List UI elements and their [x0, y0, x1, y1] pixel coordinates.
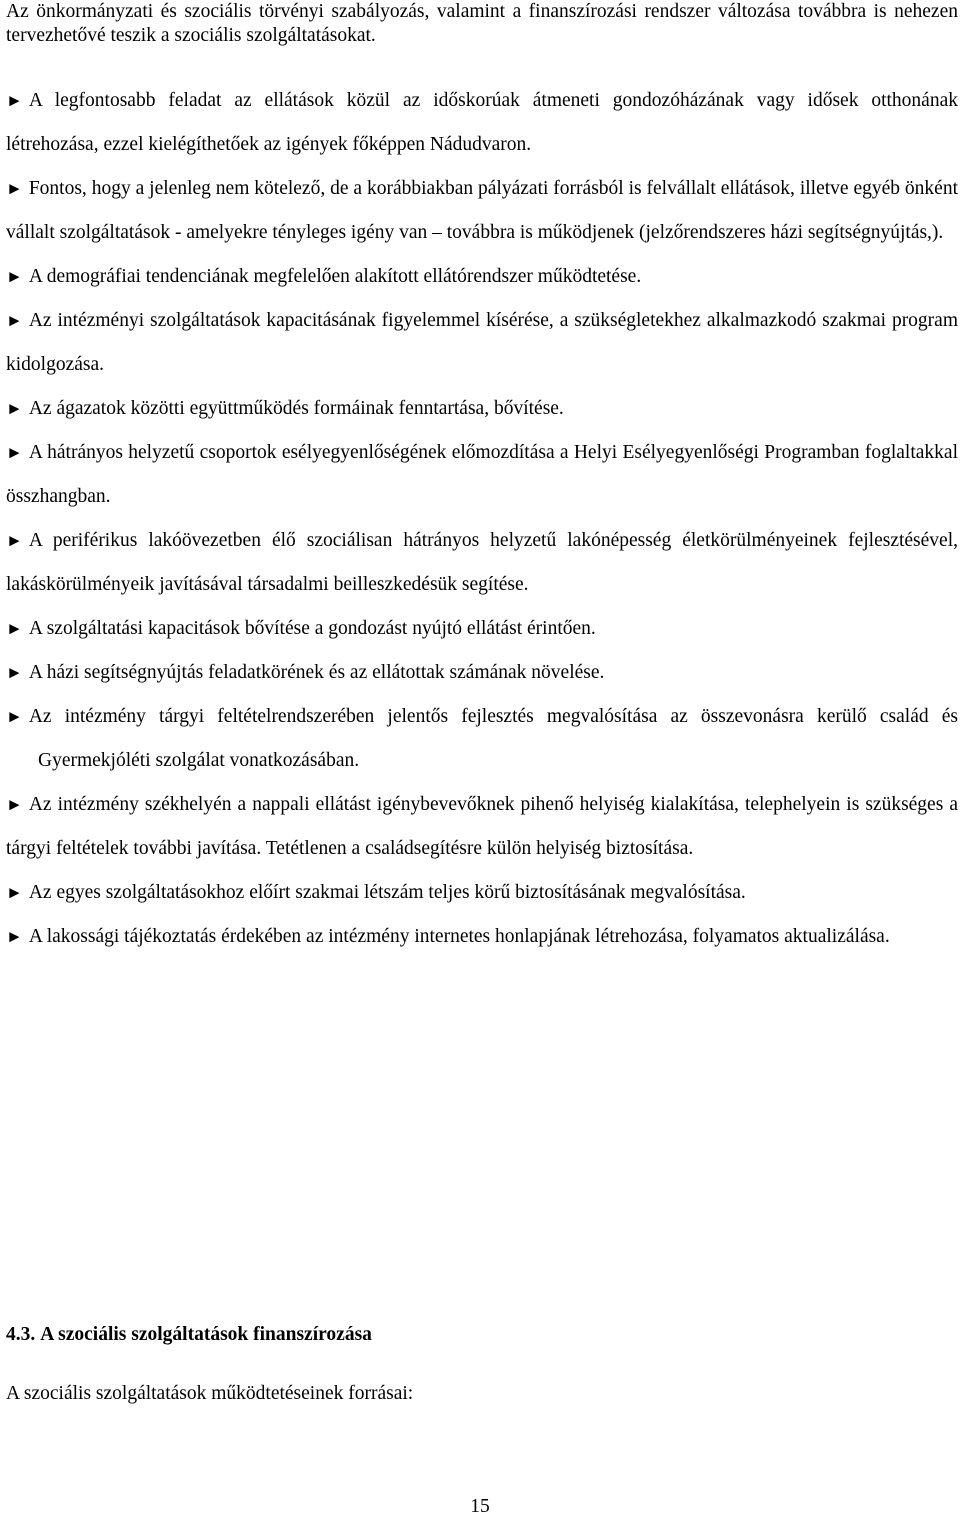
- arrow-bullet-icon: ►: [6, 707, 23, 726]
- arrow-bullet-icon: ►: [6, 267, 23, 286]
- list-item-text: Az intézmény székhelyén a nappali ellátást igénybevevőknek pihenő helyiség kialakítása, telephelyein is szükséges a tárgyi feltételek további javítása. Tetétlenen a családsegítésre külön helyiség biztosítása.: [6, 794, 958, 859]
- list-item-text: A periférikus lakóövezetben élő szociálisan hátrányos helyzetű lakónépesség életkörülményeinek fejlesztésével, lakáskörülményeik javításával társadalmi beilleszkedésük segítése.: [6, 530, 958, 595]
- list-item-text: A hátrányos helyzetű csoportok esélyegyenlőségének előmozdítása a Helyi Esélyegyenlőségi Programban foglaltakkal összhangban.: [6, 442, 958, 507]
- list-item-text: A demográfiai tendenciának megfelelően alakított ellátórendszer működtetése.: [28, 266, 642, 287]
- list-item-text: A szolgáltatási kapacitások bővítése a gondozást nyújtó ellátást érintően.: [28, 618, 596, 639]
- list-item: [6, 871, 958, 915]
- arrow-bullet-icon: ►: [6, 311, 23, 330]
- list-item-text: A legfontosabb feladat az ellátások közül az időskorúak átmeneti gondozóházának vagy idősek otthonának létrehozása, ezzel kielégíthetőek az igények főképpen Nádudvaron.: [6, 90, 958, 155]
- list-item-text: Az intézmény tárgyi feltételrendszerében jelentős fejlesztés megvalósítása az összevonásra kerülő család és Gyermekjóléti szolgálat vonatkozásában.: [28, 706, 958, 771]
- arrow-bullet-icon: ►: [6, 619, 23, 638]
- list-item-text: A lakossági tájékoztatás érdekében az intézmény internetes honlapjának létrehozása, folyamatos aktualizálása.: [28, 926, 890, 947]
- list-item-text: A házi segítségnyújtás feladatkörének és az ellátottak számának növelése.: [28, 662, 605, 683]
- goals-list: [6, 79, 958, 952]
- section-title: A szociális szolgáltatások finanszírozása: [40, 1324, 372, 1345]
- list-item: [6, 651, 958, 695]
- list-item-text: Az ágazatok közötti együttműködés formáinak fenntartása, bővítése.: [28, 398, 564, 419]
- arrow-bullet-icon: ►: [6, 91, 23, 110]
- list-item: [6, 519, 958, 607]
- list-item-text: Fontos, hogy a jelenleg nem kötelező, de a korábbiakban pályázati forrásból is felvállalt ellátások, illetve egyéb önként vállalt szolgáltatások - amelyekre tényleges igény van – továbbra is működjenek (jelzőrendszeres házi segítségnyújtás,).: [6, 178, 958, 243]
- arrow-bullet-icon: ►: [6, 399, 23, 418]
- arrow-bullet-icon: ►: [6, 179, 23, 198]
- sources-line: A szociális szolgáltatások működtetéseinek forrásai:: [6, 1383, 414, 1404]
- intro-paragraph: Az önkormányzati és szociális törvényi szabályozás, valamint a finanszírozási rendszer változása továbbra is nehezen tervezhetővé teszik a szociális szolgáltatásokat.: [6, 1, 958, 46]
- list-item: [6, 783, 958, 871]
- list-item: [6, 607, 958, 651]
- arrow-bullet-icon: ►: [6, 883, 23, 902]
- list-item: [6, 255, 958, 299]
- list-item: [6, 922, 958, 952]
- arrow-bullet-icon: ►: [6, 663, 23, 682]
- arrow-bullet-icon: ►: [6, 443, 23, 462]
- arrow-bullet-icon: ►: [6, 531, 23, 550]
- list-item: [6, 695, 958, 783]
- list-item-text: Az intézményi szolgáltatások kapacitásának figyelemmel kísérése, a szükségletekhez alkalmazkodó szakmai program kidolgozása.: [6, 310, 958, 375]
- list-item: [6, 299, 958, 387]
- list-item: [6, 387, 958, 431]
- arrow-bullet-icon: ►: [6, 927, 23, 946]
- list-item: [6, 431, 958, 519]
- section-number: 4.3.: [6, 1324, 36, 1345]
- list-item-text: Az egyes szolgáltatásokhoz előírt szakmai létszám teljes körű biztosításának megvalósítása.: [28, 882, 746, 903]
- list-item: [6, 79, 958, 167]
- arrow-bullet-icon: ►: [6, 795, 23, 814]
- list-item: [6, 167, 958, 255]
- section-heading: [6, 1322, 372, 1348]
- page-number: 15: [470, 1496, 490, 1517]
